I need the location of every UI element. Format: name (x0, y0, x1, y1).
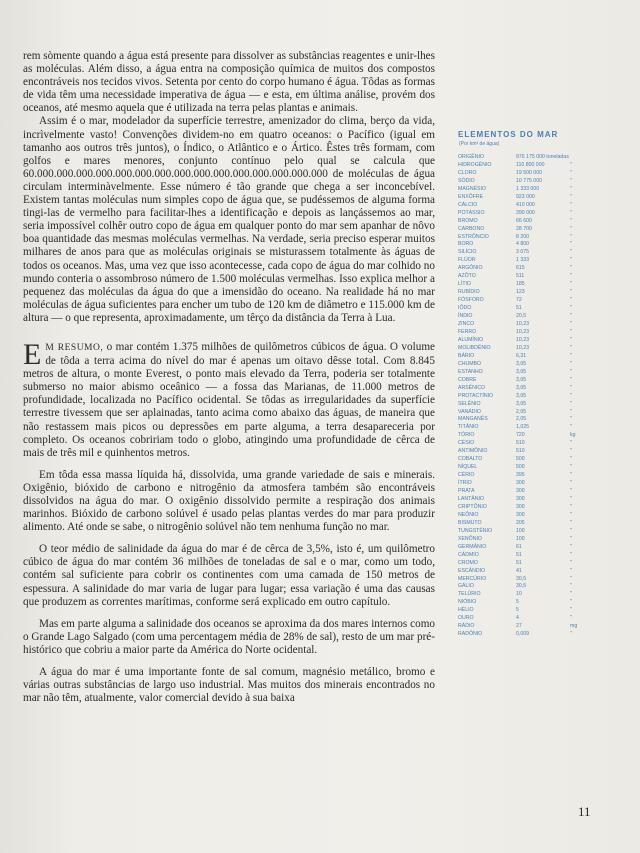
element-name: BISMUTO (458, 519, 482, 526)
element-amount: 3,05 (516, 360, 527, 367)
element-unit: " (570, 456, 572, 463)
element-amount: 51 (516, 559, 522, 566)
element-name: ESCÂNDIO (458, 567, 486, 574)
element-amount: 110 800 000 (516, 161, 545, 168)
element-unit: " (570, 535, 572, 542)
element-unit: " (570, 217, 572, 224)
element-unit: " (570, 400, 572, 407)
element-unit: " (570, 599, 572, 606)
element-name: OURO (458, 615, 474, 622)
element-unit: " (570, 321, 572, 328)
element-unit: " (570, 344, 572, 351)
element-name: ESTANHO (458, 368, 483, 375)
table-row (455, 337, 600, 345)
element-amount: 205 (516, 519, 525, 526)
paragraph: O teor médio de salinidade da água do mar é de cêrca de 3,5%, isto é, um quilômetro cúbico de água do mar contém 36 milhões de toneladas de sal e o mar, como um todo, contém sal suficiente para cobrir os continentes com uma camada de 150 metros de espessura. A salinidade do mar varia de lugar para lugar; essa variação é uma das causas que produzem as correntes marítimas, conforme será explicado em outro capítulo. (23, 543, 435, 608)
element-amount: 500 (516, 464, 525, 471)
table-row (455, 504, 600, 512)
element-unit: " (570, 583, 572, 590)
element-amount: 66 600 (516, 217, 532, 224)
element-name: ÍNDIO (458, 313, 473, 320)
element-name: FERRO (458, 328, 477, 335)
element-name: CLORO (458, 169, 477, 176)
elements-table (455, 154, 600, 639)
element-name: PRATA (458, 488, 475, 495)
element-name: BORO (458, 241, 474, 248)
element-amount: 3,05 (516, 376, 527, 383)
element-name: SILÍCIO (458, 249, 477, 256)
element-name: ZINCO (458, 321, 475, 328)
paragraph: rem sòmente quando a água está presente para dissolver as substâncias reagentes e unir-lhes as moléculas. Além disso, a água entra na composição química de muitos dos compostos encontráveis nos tecidos vivos. Setenta por cento do corpo humano é água. Tôdas as formas de vida têm uma necessidade imperativa de água — e esta, em última análise, provém dos oceanos, até mesmo aquela que é utilizada na terra pelas plantas e animais. (23, 50, 435, 115)
table-row (455, 385, 600, 393)
element-name: LÍTIO (458, 281, 471, 288)
element-amount: 390 000 (516, 209, 535, 216)
element-amount: 1 333 (516, 257, 529, 264)
element-unit: " (570, 511, 572, 518)
element-unit: " (570, 273, 572, 280)
element-amount: 10,23 (516, 321, 529, 328)
element-unit: kg (570, 432, 576, 439)
element-name: HIDROGÊNIO (458, 161, 492, 168)
element-unit: " (570, 169, 572, 176)
element-amount: 185 (516, 281, 525, 288)
element-amount: 1 333 000 (516, 185, 540, 192)
element-name: NEÔNIO (458, 511, 479, 518)
element-name: NÍQUEL (458, 464, 478, 471)
table-row (455, 226, 600, 234)
element-unit: " (570, 376, 572, 383)
element-amount: 2,05 (516, 416, 527, 423)
element-name: TUNGSTÊNIO (458, 527, 493, 534)
element-unit: " (570, 464, 572, 471)
table-row (455, 377, 600, 385)
table-row (455, 631, 600, 639)
element-amount: 500 (516, 456, 525, 463)
element-amount: 10 (516, 591, 522, 598)
element-name: IÔDO (458, 305, 472, 312)
element-unit: " (570, 631, 572, 638)
element-amount: 30,5 (516, 575, 527, 582)
element-unit: " (570, 472, 572, 479)
element-unit: " (570, 313, 572, 320)
table-row (455, 488, 600, 496)
page-number: 11 (578, 804, 591, 819)
table-row (455, 249, 600, 257)
table-row (455, 576, 600, 584)
element-unit: " (570, 551, 572, 558)
element-name: MANGANÊS (458, 416, 488, 423)
element-unit: " (570, 185, 572, 192)
element-unit: " (570, 249, 572, 256)
sidebar-subtitle: (Por km³ de água) (459, 141, 500, 147)
element-amount: 720 (516, 432, 525, 439)
element-name: FÓSFORO (458, 297, 484, 304)
element-unit: " (570, 408, 572, 415)
element-name: ÍTRIO (458, 480, 472, 487)
element-name: CRIPTÔNIO (458, 503, 487, 510)
table-row (455, 218, 600, 226)
table-row (455, 178, 600, 186)
element-amount: 0,009 (516, 631, 529, 638)
table-row (455, 615, 600, 623)
table-row (455, 289, 600, 297)
element-unit: " (570, 416, 572, 423)
element-amount: 10,23 (516, 344, 529, 351)
element-amount: 3,05 (516, 392, 527, 399)
paragraph: A água do mar é uma importante fonte de sal comum, magnésio metálico, bromo e várias outras substâncias de largo uso industrial. Mas muitos dos minerais encontrados no mar não têm, atualmente, valor comercial devido à sua baixa (23, 666, 435, 705)
element-name: COBRE (458, 376, 477, 383)
element-amount: 4 (516, 615, 519, 622)
table-row (455, 536, 600, 544)
table-row (455, 472, 600, 480)
element-unit: " (570, 527, 572, 534)
table-row (455, 480, 600, 488)
element-name: ESTRÔNCIO (458, 233, 489, 240)
element-unit: " (570, 209, 572, 216)
element-name: RÁDIO (458, 623, 475, 630)
table-row (455, 512, 600, 520)
element-name: ARGÔNIO (458, 265, 483, 272)
table-row (455, 448, 600, 456)
table-row (455, 234, 600, 242)
element-amount: 19 500 000 (516, 169, 542, 176)
element-unit: " (570, 281, 572, 288)
element-amount: 2,05 (516, 408, 527, 415)
element-amount: 3,05 (516, 400, 527, 407)
element-amount: 395 (516, 472, 525, 479)
element-unit: " (570, 161, 572, 168)
element-name: CARBONO (458, 225, 485, 232)
table-row (455, 273, 600, 281)
table-row (455, 591, 600, 599)
element-name: PROTACTÍNIO (458, 392, 494, 399)
element-name: VANÁDIO (458, 408, 481, 415)
table-row (455, 154, 600, 162)
element-unit: " (570, 519, 572, 526)
element-unit: " (570, 297, 572, 304)
element-amount: 4 800 (516, 241, 529, 248)
element-name: CÉRIO (458, 472, 475, 479)
element-amount: 51 (516, 305, 522, 312)
table-row (455, 329, 600, 337)
element-amount: 10,23 (516, 336, 529, 343)
element-amount: 410 000 (516, 201, 535, 208)
element-unit: " (570, 480, 572, 487)
table-row (455, 552, 600, 560)
element-unit: " (570, 615, 572, 622)
element-name: LANTÂNIO (458, 495, 484, 502)
element-amount: 976 175 000 toneladas (516, 154, 569, 160)
element-name: CÁLCIO (458, 201, 478, 208)
element-unit: " (570, 448, 572, 455)
table-row (455, 361, 600, 369)
element-name: ANTIMÔNIO (458, 448, 488, 455)
element-unit: " (570, 177, 572, 184)
element-unit: " (570, 328, 572, 335)
element-amount: 615 (516, 265, 525, 272)
element-amount: 5 (516, 607, 519, 614)
paragraph: Assim é o mar, modelador da superfície terrestre, amenizador do clima, berço da vida, incrìvelmente vasto! Convenções dividem-no em quatro oceanos: o Pacífico (igual em tamanho aos outros três juntos), o Índico, o Atlântico e o Ártico. Êstes três formam, com golfos e mares menores, conjunto contínuo pelo qual se calcula que 60.000.000.000.000.000.000.000.000.000.000.000.000.000.000.000 de moléculas de água circulam interminàvelmente. Esse número é tão grande que chega a ser inconcebível. Existem tantas moléculas num simples copo de água que, se pudéssemos de alguma forma tingi-las de vermelho para facilitar-lhes a identificação e depois as lançássemos ao mar, seria impossível colhêr outro copo de água em qualquer ponto do mar sem apanhar de nôvo boa quantidade das mesmas moléculas vermelhas. Na verdade, seria preciso esperar muitos milhares de anos para que as moléculas originais se misturassem totalmente às águas de todos os oceanos. Mas, uma vez que isso acontecesse, cada copo de água do mar colhido no mundo conteria o assombroso número de 1.500 moléculas vermelhas. Isso explica melhor a pequenez das moléculas da água do que a imensidão do oceano. Na realidade há no mar moléculas de água suficientes para encher um tubo de 120 km de diâmetro e 115.000 km de altura — o que representa, aproximadamente, um têrço da distância da Terra à Lua. (23, 115, 435, 324)
element-amount: 41 (516, 567, 522, 574)
element-unit: " (570, 201, 572, 208)
table-row (455, 544, 600, 552)
element-unit: " (570, 392, 572, 399)
main-text-column (23, 50, 435, 705)
element-unit: " (570, 257, 572, 264)
element-amount: 28 700 (516, 225, 532, 232)
element-name: SÓDIO (458, 177, 475, 184)
element-name: HÉLIO (458, 607, 474, 614)
element-amount: 72 (516, 297, 522, 304)
element-name: AZÔTO (458, 273, 476, 280)
table-row (455, 313, 600, 321)
table-row (455, 305, 600, 313)
element-name: MOLIBDÊNIO (458, 344, 491, 351)
element-unit: " (570, 503, 572, 510)
element-name: ARSÊNICO (458, 384, 486, 391)
element-unit: " (570, 352, 572, 359)
sea-elements-sidebar (455, 130, 630, 639)
element-amount: 10,23 (516, 328, 529, 335)
element-unit: " (570, 241, 572, 248)
element-name: FLÚOR (458, 257, 476, 264)
element-unit: " (570, 559, 572, 566)
table-row (455, 194, 600, 202)
smallcaps-lead: M RESUMO, (45, 342, 104, 353)
element-amount: 300 (516, 503, 525, 510)
element-name: XENÔNIO (458, 535, 482, 542)
element-amount: 6,31 (516, 352, 527, 359)
table-row (455, 202, 600, 210)
element-name: COBALTO (458, 456, 483, 463)
element-name: MAGNÉSIO (458, 185, 486, 192)
element-amount: 51 (516, 551, 522, 558)
element-name: TÓRIO (458, 432, 475, 439)
element-unit: " (570, 368, 572, 375)
element-unit: " (570, 440, 572, 447)
element-unit: " (570, 233, 572, 240)
table-row (455, 432, 600, 440)
drop-cap: E (23, 337, 42, 371)
element-amount: 300 (516, 511, 525, 518)
table-row (455, 424, 600, 432)
element-amount: 300 (516, 480, 525, 487)
element-unit: " (570, 360, 572, 367)
table-row (455, 528, 600, 536)
table-row (455, 265, 600, 273)
element-amount: 8 200 (516, 233, 529, 240)
element-name: SELÊNIO (458, 400, 481, 407)
table-row (455, 369, 600, 377)
paragraph-text: o mar contém 1.375 milhões de quilômetros cúbicos de água. O volume de tôda a terra acima do nível do mar é apenas um oitavo dêsse total. Com 8.845 metros de altura, o monte Everest, o ponto mais elevado da Terra, poderia ser totalmente submerso no maior abismo oceânico — a fossa das Marianas, de 11.000 metros de profundidade, localizada no Pacífico ocidental. Se tôdas as irregularidades da superfície terrestre tivessem que ser aplainadas, tanto acima como abaixo das águas, de maneira que não restassem mais picos ou depressões em parte alguma, a terra desapareceria por completo. Os oceanos cobririam todo o globo, atingindo uma profundidade de cêrca de mais de três mil e quinhentos metros. (23, 340, 435, 459)
section-opening-paragraph (23, 337, 435, 460)
element-name: GÁLIO (458, 583, 474, 590)
table-row (455, 170, 600, 178)
element-name: TITÂNIO (458, 424, 479, 431)
element-unit: " (570, 193, 572, 200)
table-row (455, 607, 600, 615)
element-name: BROMO (458, 217, 478, 224)
element-amount: 3,05 (516, 384, 527, 391)
element-amount: 923 000 (516, 193, 535, 200)
element-unit: " (570, 225, 572, 232)
element-unit: " (570, 289, 572, 296)
table-row (455, 496, 600, 504)
element-unit: " (570, 607, 572, 614)
element-unit (570, 154, 600, 162)
element-amount: 510 (516, 440, 525, 447)
table-row (455, 560, 600, 568)
element-unit: " (570, 305, 572, 312)
table-row (455, 321, 600, 329)
element-amount: 3 075 (516, 249, 529, 256)
element-amount: 20,5 (516, 313, 527, 320)
element-name: RADÔNIO (458, 631, 483, 638)
element-name: RUBÍDIO (458, 289, 480, 296)
table-row (455, 568, 600, 576)
element-amount: 511 (516, 273, 525, 280)
table-row (455, 464, 600, 472)
table-row (455, 353, 600, 361)
table-row (455, 623, 600, 631)
element-amount: 27 (516, 623, 522, 630)
paragraph: Em tôda essa massa líquida há, dissolvida, uma grande variedade de sais e minerais. Oxigênio, bióxido de carbono e nitrogênio da atmosfera também são encontráveis dissolvidos na água do mar. O oxigênio dissolvido permite a respiração dos animais marinhos. Bióxido de carbono solúvel é usado pelas plantas verdes do mar para produzir alimento. Até onde se sabe, o nitrogênio solúvel não tem nenhuma função no mar. (23, 468, 435, 534)
sidebar-title: ELEMENTOS DO MAR (458, 130, 559, 139)
element-name: ENXÔFRE (458, 193, 484, 200)
paragraph: Mas em parte alguma a salinidade dos oceanos se aproxima da dos mares internos como o Grande Lago Salgado (com uma percentagem média de 28% de sal), resto de um mar pré-histórico que cobriu a maior parte da América do Norte ocidental. (23, 617, 435, 656)
element-amount: 123 (516, 289, 525, 296)
element-name: ALUMÍNIO (458, 336, 484, 343)
table-row (455, 456, 600, 464)
table-row (455, 162, 600, 170)
table-row (455, 393, 600, 401)
element-amount: 30,5 (516, 583, 527, 590)
element-name: TELÚRIO (458, 591, 481, 598)
element-amount: 300 (516, 495, 525, 502)
element-name: GERMÂNIO (458, 543, 487, 550)
element-unit: " (570, 384, 572, 391)
element-unit: " (570, 567, 572, 574)
element-unit: mg (570, 623, 578, 630)
element-unit: " (570, 336, 572, 343)
element-amount: 5 (516, 599, 519, 606)
element-unit: " (570, 575, 572, 582)
table-row (455, 401, 600, 409)
element-amount: 100 (516, 527, 525, 534)
table-row (455, 281, 600, 289)
element-unit: " (570, 495, 572, 502)
element-name: MERCÚRIO (458, 575, 487, 582)
element-unit: " (570, 543, 572, 550)
element-unit: " (570, 265, 572, 272)
element-name: CÁDMIO (458, 551, 479, 558)
element-name: CROMO (458, 559, 478, 566)
element-name: BÁRIO (458, 352, 475, 359)
table-row (455, 345, 600, 353)
element-amount: 3,05 (516, 368, 527, 375)
element-name: CHUMBO (458, 360, 482, 367)
element-unit: " (570, 488, 572, 495)
element-name: NIÓBIO (458, 599, 477, 606)
element-amount: 1,025 (516, 424, 529, 431)
element-amount: 61 (516, 543, 522, 550)
table-row (455, 297, 600, 305)
element-unit: " (570, 591, 572, 598)
element-amount: 10 775 000 (516, 177, 542, 184)
element-name: CÉSIO (458, 440, 475, 447)
element-unit: " (570, 424, 572, 431)
element-amount: 510 (516, 448, 525, 455)
table-row (455, 599, 600, 607)
table-row (455, 186, 600, 194)
element-amount: 100 (516, 535, 525, 542)
table-row (455, 210, 600, 218)
table-row (455, 241, 600, 249)
element-name: ORIGÊNIO (458, 154, 484, 160)
element-amount: 300 (516, 488, 525, 495)
table-row (455, 520, 600, 528)
element-name: POTÁSSIO (458, 209, 485, 216)
